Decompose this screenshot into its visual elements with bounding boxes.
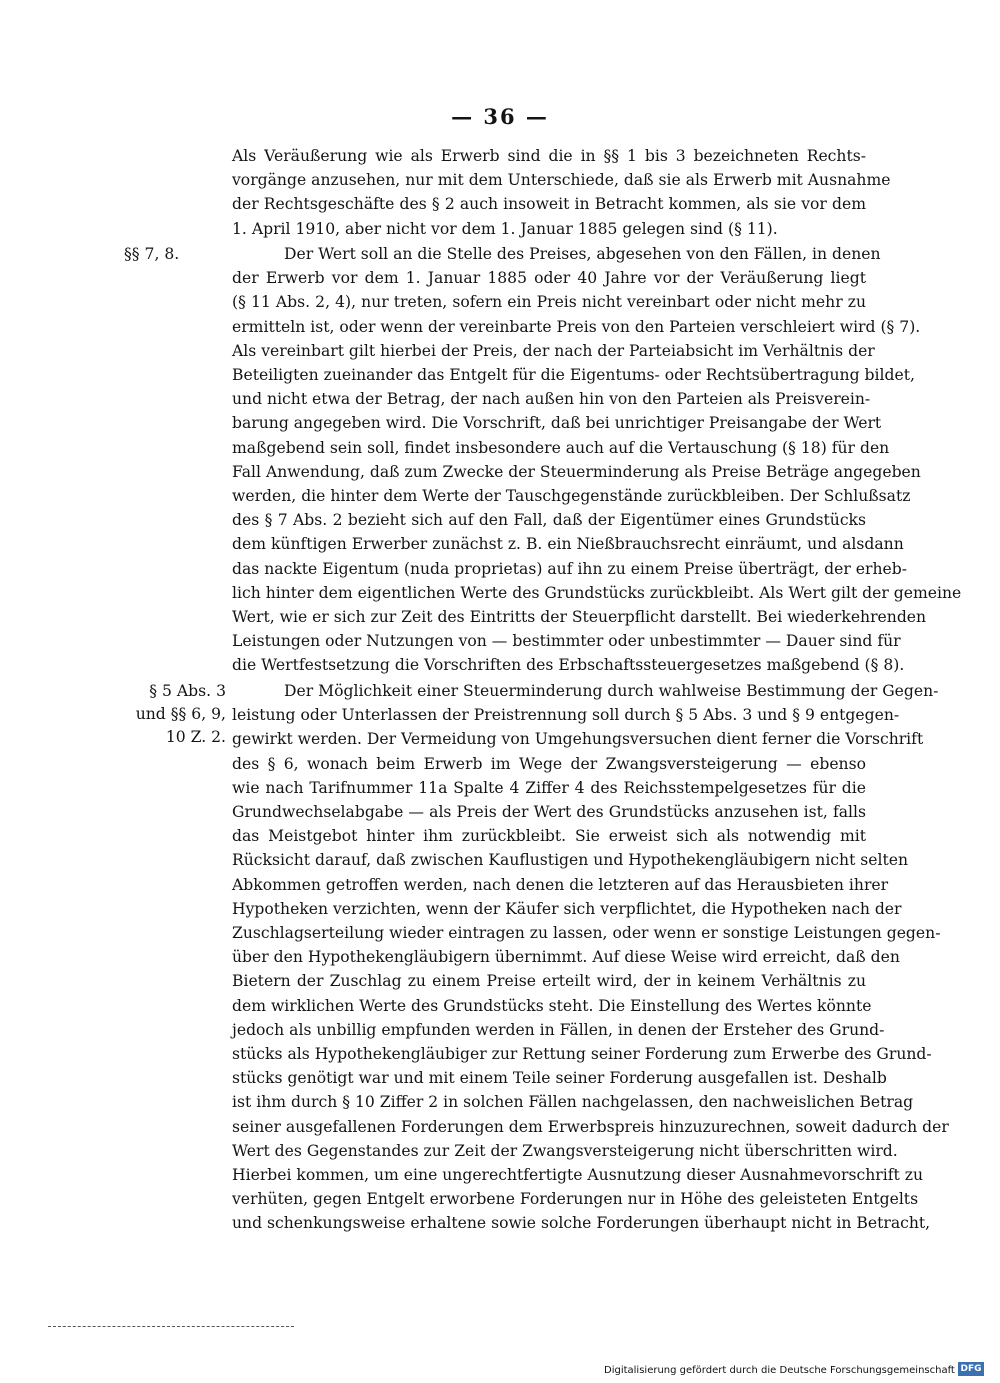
paragraph-3-line: Zuschlagserteilung wieder eintragen zu lassen, oder wenn er sonstige Leistungen gegen- — [232, 924, 941, 942]
paragraph-2-line: der Erwerb vor dem 1. Januar 1885 oder 40 Jahre vor der Veräußerung liegt — [232, 269, 866, 288]
paragraph-2-line: (§ 11 Abs. 2, 4), nur treten, sofern ein Preis nicht vereinbart oder nicht mehr zu — [232, 293, 866, 312]
paragraph-3-line: ist ihm durch § 10 Ziffer 2 in solchen Fällen nachgelassen, den nachweislichen Betrag — [232, 1093, 914, 1112]
paragraph-2-line: barung angegeben wird. Die Vorschrift, daß bei unrichtiger Preisangabe der Wert — [232, 414, 882, 433]
paragraph-2-line: Beteiligten zueinander das Entgelt für die Eigentums- oder Rechtsübertragung bildet, — [232, 366, 915, 384]
dfg-logo: DFG — [958, 1362, 984, 1376]
page-number: — 36 — — [451, 104, 549, 129]
paragraph-3-line: stücks als Hypothekengläubiger zur Rettung seiner Forderung zum Erwerbe des Grund- — [232, 1045, 932, 1063]
paragraph-3-line: Hypotheken verzichten, wenn der Käufer sich verpflichtet, die Hypotheken nach der — [232, 899, 902, 918]
margin-note-z2: 10 Z. 2. — [165, 728, 226, 746]
paragraph-3-line: über den Hypothekengläubigern übernimmt. Auf diese Weise wird erreicht, daß den — [232, 948, 900, 967]
paragraph-2-line: werden, die hinter dem Werte der Tauschgegenstände zurückbleiben. Der Schlußsatz — [232, 487, 911, 505]
paragraph-3-line: seiner ausgefallenen Forderungen dem Erwerbspreis hinzuzurechnen, soweit dadurch der — [232, 1117, 949, 1136]
paragraph-3-line: leistung oder Unterlassen der Preistrennung soll durch § 5 Abs. 3 und § 9 entgegen- — [232, 706, 900, 725]
paragraph-3-line: gewirkt werden. Der Vermeidung von Umgehungsversuchen dient ferner die Vorschrift — [232, 730, 924, 749]
paragraph-2-line: die Wertfestsetzung die Vorschriften des Erbschaftssteuergesetzes maßgebend (§ 8). — [232, 656, 905, 675]
footnote-divider — [48, 1326, 294, 1327]
margin-note-sections-6-9: und §§ 6, 9, — [135, 705, 226, 723]
paragraph-3-line: und schenkungsweise erhaltene sowie solche Forderungen überhaupt nicht in Betracht, — [232, 1214, 931, 1233]
paragraph-3-line: das Meistgebot hinter ihm zurückbleibt. Sie erweist sich als notwendig mit — [232, 827, 866, 846]
paragraph-2-line: Als vereinbart gilt hierbei der Preis, der nach der Parteiabsicht im Verhältnis der — [232, 341, 875, 360]
paragraph-3-line: Abkommen getroffen werden, nach denen die letzteren auf das Herausbieten ihrer — [232, 875, 889, 894]
paragraph-3-line: Wert des Gegenstandes zur Zeit der Zwangsversteigerung nicht überschritten wird. — [232, 1141, 898, 1160]
paragraph-2-line: Der Wert soll an die Stelle des Preises, abgesehen von den Fällen, in denen — [284, 245, 881, 263]
paragraph-3-line: stücks genötigt war und mit einem Teile seiner Forderung ausgefallen ist. Deshalb — [232, 1069, 887, 1088]
paragraph-3-line: Bietern der Zuschlag zu einem Preise erteilt wird, der in keinem Verhältnis zu — [232, 972, 866, 991]
paragraph-2-line: des § 7 Abs. 2 bezieht sich auf den Fall, daß der Eigentümer eines Grundstücks — [232, 511, 866, 530]
paragraph-2-line: Leistungen oder Nutzungen von — bestimmter oder unbestimmter — Dauer sind für — [232, 632, 901, 651]
paragraph-3-line: Der Möglichkeit einer Steuerminderung durch wahlweise Bestimmung der Gegen- — [284, 682, 939, 700]
paragraph-3-line: Hierbei kommen, um eine ungerechtfertigte Ausnutzung dieser Ausnahmevorschrift zu — [232, 1166, 923, 1184]
paragraph-2-line: das nackte Eigentum (nuda proprietas) auf ihn zu einem Preise überträgt, der erheb- — [232, 559, 907, 578]
margin-note-sections-7-8: §§ 7, 8. — [124, 245, 180, 263]
paragraph-1-line: vorgänge anzusehen, nur mit dem Unterschiede, daß sie als Erwerb mit Ausnahme — [232, 171, 891, 190]
paragraph-2-line: Fall Anwendung, daß zum Zwecke der Steuerminderung als Preise Beträge angegeben — [232, 462, 921, 481]
paragraph-1-line: Als Veräußerung wie als Erwerb sind die in §§ 1 bis 3 bezeichneten Rechts- — [232, 147, 866, 165]
paragraph-3-line: Rücksicht darauf, daß zwischen Kauflustigen und Hypothekengläubigern nicht selten — [232, 851, 909, 870]
paragraph-2-line: und nicht etwa der Betrag, der nach außen hin von den Parteien als Preisverein- — [232, 390, 871, 409]
funding-notice: Digitalisierung gefördert durch die Deutsche Forschungsgemeinschaft — [604, 1365, 955, 1376]
paragraph-3-line: Grundwechselabgabe — als Preis der Wert des Grundstücks anzusehen ist, falls — [232, 803, 866, 821]
paragraph-1-line: der Rechtsgeschäfte des § 2 auch insoweit in Betracht kommen, als sie vor dem — [232, 195, 866, 214]
margin-note-section-5: § 5 Abs. 3 — [149, 682, 226, 700]
paragraph-3-line: jedoch als unbillig empfunden werden in Fällen, in denen der Ersteher des Grund- — [232, 1020, 885, 1039]
paragraph-3-line: dem wirklichen Werte des Grundstücks steht. Die Einstellung des Wertes könnte — [232, 996, 872, 1015]
paragraph-2-line: ermitteln ist, oder wenn der vereinbarte Preis von den Parteien verschleiert wird (§ 7). — [232, 317, 921, 336]
paragraph-3-line: des § 6, wonach beim Erwerb im Wege der Zwangsversteigerung — ebenso — [232, 754, 866, 773]
paragraph-3-line: verhüten, gegen Entgelt erworbene Forderungen nur in Höhe des geleisteten Entgelts — [232, 1190, 919, 1209]
paragraph-2-line: Wert, wie er sich zur Zeit des Eintritts der Steuerpflicht darstellt. Bei wiederkehrenden — [232, 608, 927, 626]
paragraph-2-line: lich hinter dem eigentlichen Werte des Grundstücks zurückbleibt. Als Wert gilt der gemeine — [232, 583, 962, 602]
paragraph-2-line: maßgebend sein soll, findet insbesondere auch auf die Vertauschung (§ 18) für den — [232, 438, 890, 457]
paragraph-1-line: 1. April 1910, aber nicht vor dem 1. Januar 1885 gelegen sind (§ 11). — [232, 219, 778, 238]
paragraph-3-line: wie nach Tarifnummer 11a Spalte 4 Ziffer 4 des Reichsstempelgesetzes für die — [232, 778, 866, 797]
paragraph-2-line: dem künftigen Erwerber zunächst z. B. ein Nießbrauchsrecht einräumt, und alsdann — [232, 535, 904, 554]
